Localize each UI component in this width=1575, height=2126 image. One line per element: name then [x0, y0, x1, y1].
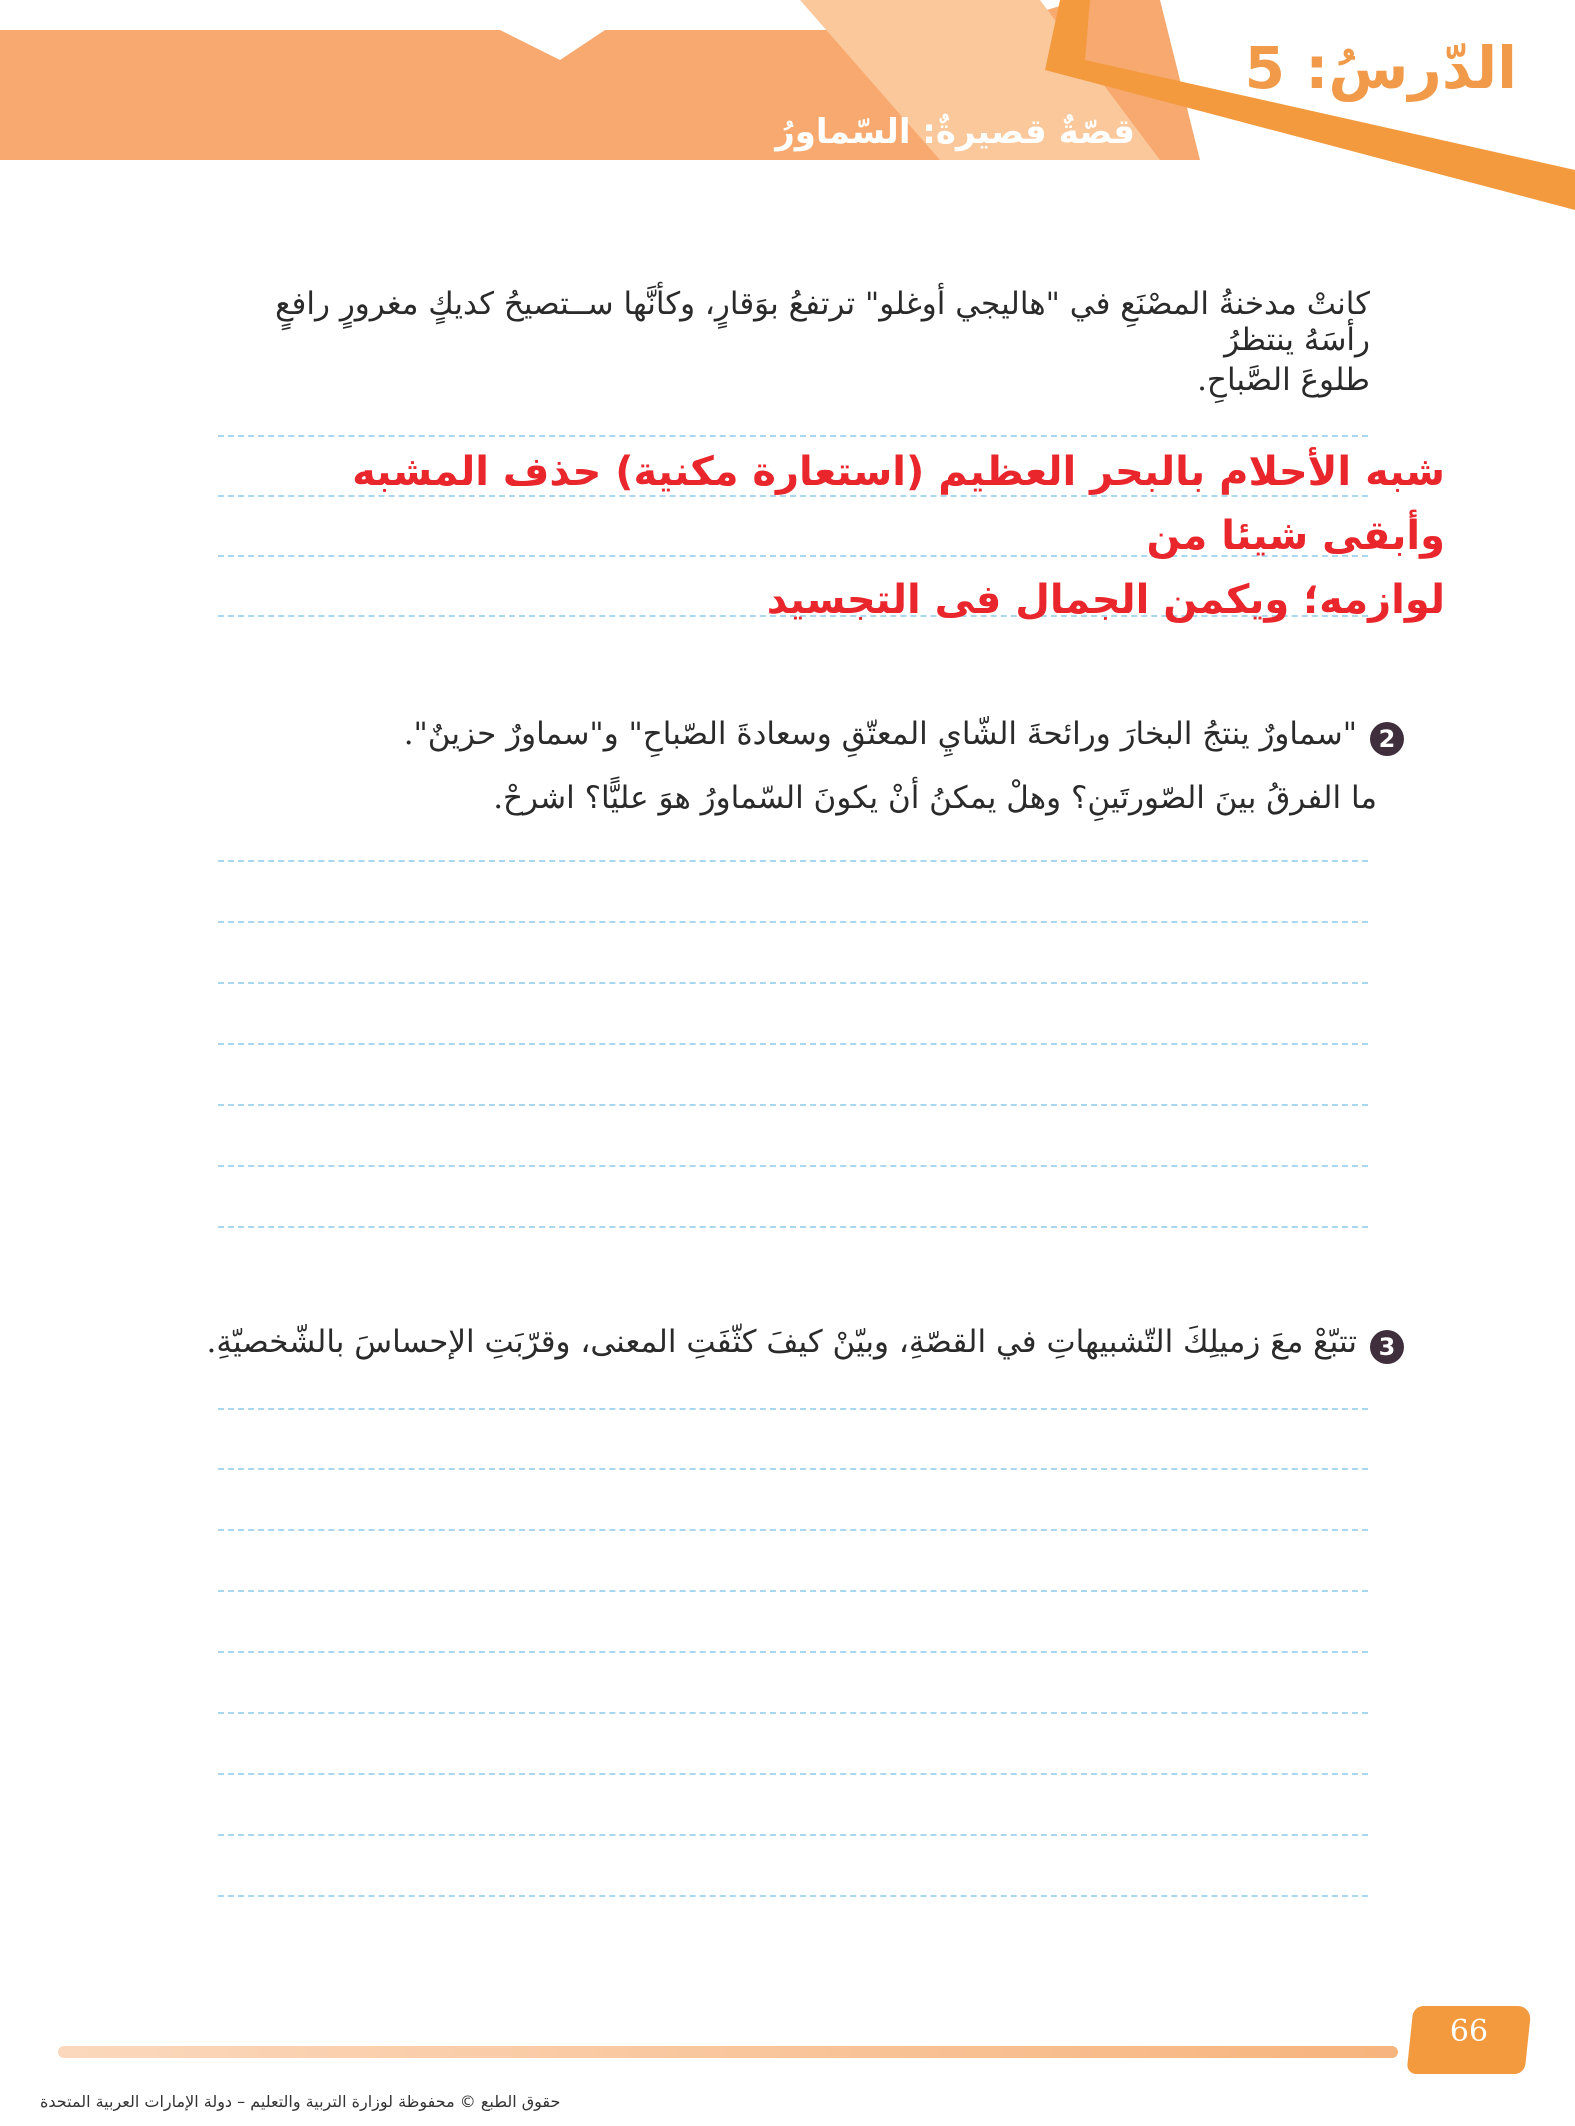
answer-rule: [218, 1408, 1368, 1410]
lesson-title: الدّرسُ: 5: [1244, 34, 1517, 102]
answer-rule: [218, 1468, 1368, 1470]
copyright-notice: حقوق الطبع © محفوظة لوزارة التربية والتعليم – دولة الإمارات العربية المتحدة: [40, 2092, 561, 2111]
answer-rule: [218, 982, 1368, 984]
handwritten-answer: [245, 440, 1445, 632]
answer-rule: [218, 1834, 1368, 1836]
answer-rule: [218, 435, 1368, 437]
answer-rule: [218, 1104, 1368, 1106]
answer-rule: [218, 1895, 1368, 1897]
answer-rule: [218, 1712, 1368, 1714]
question-number-badge: 3: [1370, 1330, 1404, 1364]
answer-rule: [218, 1773, 1368, 1775]
answer-rule: [218, 1651, 1368, 1653]
answer-rule: [218, 1529, 1368, 1531]
passage-line-1: كانتْ مدخنةُ المصْنَعِ في "هاليجي أوغلو" ترتفعُ بوَقارٍ، وكأنَّها ســتصيحُ كديكٍ مغرورٍ رافعٍ رأسَهُ ينتظرُ: [275, 286, 1370, 358]
lesson-subtitle: قصّةٌ قصيرةٌ: السّماورُ: [775, 112, 1135, 152]
footer-bar: [58, 2046, 1398, 2058]
answer-rule: [218, 860, 1368, 862]
answer-rule: [218, 1043, 1368, 1045]
question-2-line-2: ما الفرقُ بينَ الصّورتَينِ؟ وهلْ يمكنُ أنْ يكونَ السّماورُ هوَ عليًّا؟ اشرحْ.: [493, 780, 1377, 816]
question-2-line-1: "سماورٌ ينتجُ البخارَ ورائحةَ الشّايِ المعتّقِ وسعادةَ الصّباحِ" و"سماورٌ حزينٌ".: [403, 716, 1357, 752]
answer-line-2: لوازمه؛ ويكمن الجمال فى التجسيد: [766, 577, 1445, 623]
question-number-badge: 2: [1370, 722, 1404, 756]
question-3-line-1: تتبّعْ معَ زميلِكَ التّشبيهاتِ في القصّةِ، وبيّنْ كيفَ كثّفَتِ المعنى، وقرّبَتِ الإحساسَ بالشّخصيّةِ.: [206, 1324, 1357, 1360]
answer-line-1: شبه الأحلام بالبحر العظيم (استعارة مكنية) حذف المشبه وأبقى شيئا من: [352, 449, 1445, 559]
answer-rule: [218, 1165, 1368, 1167]
answer-rule: [218, 1590, 1368, 1592]
answer-rule: [218, 921, 1368, 923]
passage-line-2: طلوعَ الصَّباحِ.: [1197, 362, 1370, 398]
answer-rule: [218, 1226, 1368, 1228]
page-number: 66: [1449, 2014, 1489, 2049]
